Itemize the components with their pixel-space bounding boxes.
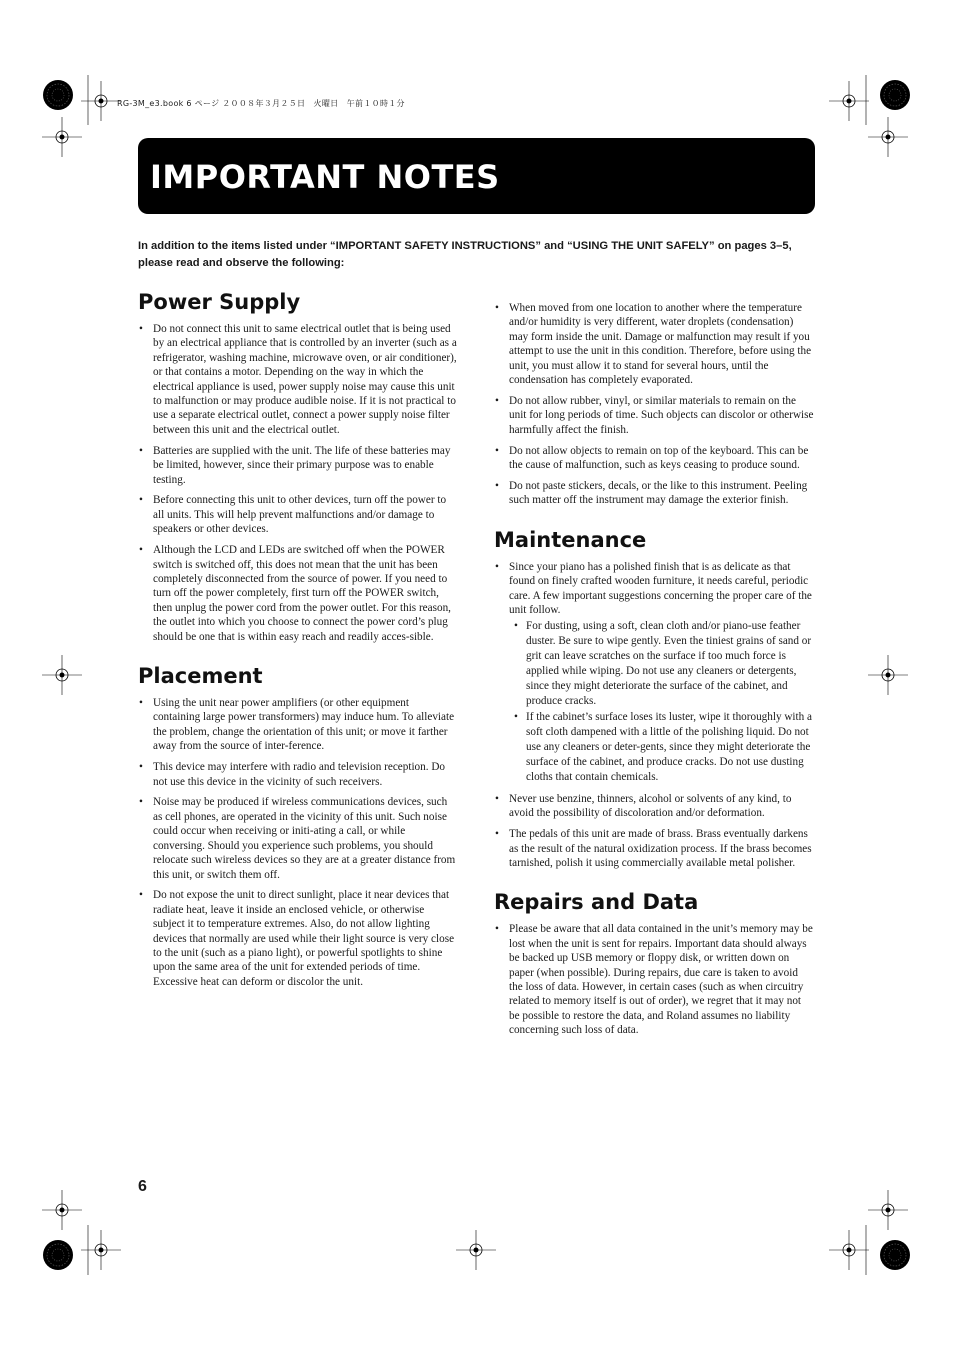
list-item: • This device may interfere with radio and television reception. Do not use this device in the vicinity of such receivers. (138, 760, 458, 789)
crosshair-icon (456, 1230, 496, 1270)
list-item: • Using the unit near power amplifiers (or other equipment containing large power transformers) may induce hum. To alleviate the problem, change the orientation of this unit; or move it farther away from the source of inter-ference. (138, 696, 458, 754)
list-item: • Please be aware that all data contained in the unit’s memory may be lost when the unit is sent for repairs. Important data should always be backed up USB memory or floppy disk, or written down on paper (when possible). During repairs, due care is taken to avoid the loss of data. However, in certain cases (such as when circuitry related to memory itself is out of order), we regret that it may not be possible to restore the data, and Roland assumes no liability concerning such loss of data. (494, 922, 814, 1037)
sub-list-item: • If the cabinet’s surface loses its luster, wipe it thoroughly with a soft cloth dampened with a little of the polishing liquid. Do not use any cleaners or deter-gents, since they might deteriorate the surface of the cabinet, and produce cracks. Do not use dusting cloths that contain chemicals. (509, 710, 814, 785)
page-number: 6 (138, 1178, 147, 1195)
repairs-list (494, 922, 814, 1037)
list-item: • Do not allow objects to remain on top of the keyboard. This can be the cause of malfunction, such as keys ceasing to produce sound. (494, 444, 814, 473)
maintenance-sub-list (509, 619, 814, 785)
crosshair-icon (42, 1190, 82, 1230)
crosshair-icon (868, 1190, 908, 1230)
print-header: RG-3M_e3.book 6 ページ ２００８年３月２５日 火曜日 午前１０時１分 (117, 99, 405, 108)
list-item: • When moved from one location to another where the temperature and/or humidity is very different, water droplets (condensation) may form inside the unit. Damage or malfunction may result if you attempt to use the unit in this condition. Therefore, before using the unit, you must allow it to stand for several hours, until the condensation has completely evaporated. (494, 301, 814, 387)
list-item (494, 560, 814, 786)
crosshair-icon (81, 1230, 121, 1270)
crosshair-icon (81, 81, 121, 121)
page-title: IMPORTANT NOTES (150, 158, 500, 196)
section-heading-maintenance: Maintenance (494, 527, 647, 552)
list-item: • Noise may be produced if wireless communications devices, such as cell phones, are operated in the vicinity of this unit. Such noise could occur when receiving or initi-ating a call, or while conversing. Should you experience such problems, you should relocate such wireless devices so they are at a greater distance from this unit, or switch them off. (138, 795, 458, 881)
registration-star-icon (880, 80, 910, 110)
placement-list (138, 696, 458, 989)
power-supply-list (138, 322, 458, 644)
list-item: • Although the LCD and LEDs are switched off when the POWER switch is switched off, this does not mean that the unit has been completely disconnected from the source of power. If you need to turn off the power completely, first turn off the POWER switch, then unplug the power cord from the power outlet. For this reason, the outlet into which you choose to connect the power cord’s plug should be one that is within easy reach and readily acces-sible. (138, 543, 458, 644)
list-item: • Do not allow rubber, vinyl, or similar materials to remain on the unit for long periods of time. Such objects can discolor or otherwise harmfully affect the finish. (494, 394, 814, 437)
list-item: • Batteries are supplied with the unit. The life of these batteries may be limited, however, since their primary purpose was to enable testing. (138, 444, 458, 487)
list-item-text: Since your piano has a polished finish that is as delicate as that found on finely crafted wooden furniture, it needs careful, periodic care. A few important suggestions concerning the proper care of the unit follow. (509, 560, 812, 616)
registration-star-icon (880, 1240, 910, 1270)
crosshair-icon (42, 117, 82, 157)
crosshair-icon (42, 655, 82, 695)
section-heading-repairs: Repairs and Data (494, 890, 699, 915)
maintenance-list (494, 560, 814, 871)
list-item: • Before connecting this unit to other devices, turn off the power to all units. This will help prevent malfunctions and/or damage to speakers or other devices. (138, 493, 458, 536)
registration-star-icon (43, 80, 73, 110)
list-item: • Do not expose the unit to direct sunlight, place it near devices that radiate heat, leave it inside an enclosed vehicle, or otherwise subject it to temperature extremes. Also, do not allow lighting devices that normally are used while their light source is very close to the unit (such as a piano light), or powerful spotlights to shine upon the same area of the unit for extended periods of time. Excessive heat can deform or discolor the unit. (138, 888, 458, 989)
crosshair-icon (829, 81, 869, 121)
right-column (494, 301, 814, 1044)
crosshair-icon (868, 655, 908, 695)
placement-continued-list (494, 301, 814, 508)
title-banner (138, 138, 815, 214)
registration-star-icon (43, 1240, 73, 1270)
list-item: • Never use benzine, thinners, alcohol or solvents of any kind, to avoid the possibility of discoloration and/or deformation. (494, 792, 814, 821)
list-item: • Do not paste stickers, decals, or the like to this instrument. Peeling such matter off the instrument may damage the exterior finish. (494, 479, 814, 508)
intro-text: In addition to the items listed under “IMPORTANT SAFETY INSTRUCTIONS” and “USING THE UNIT SAFELY” on pages 3–5, please read and observe the following: (138, 240, 792, 269)
section-heading-placement: Placement (138, 664, 263, 689)
sub-list-item: • For dusting, using a soft, clean cloth and/or piano-use feather duster. Be sure to wipe gently. Even the tiniest grains of sand or grit can leave scratches on the surface if too much force is applied while wiping. Do not use any cleaners or detergents, since they might deteriorate the surface of the cabinet, and produce cracks. (509, 619, 814, 709)
section-heading-power-supply: Power Supply (138, 290, 301, 314)
left-column (138, 290, 458, 996)
list-item: • Do not connect this unit to same electrical outlet that is being used by an electrical appliance that is controlled by an inverter (such as a refrigerator, washing machine, microwave oven, or air conditioner), or that contains a motor. Depending on the way in which the electrical appliance is used, power supply noise may cause this unit to malfunction or may produce audible noise. If it is not practical to use a separate electrical outlet, connect a power supply noise filter between this unit and the electrical outlet. (138, 322, 458, 437)
crosshair-icon (829, 1230, 869, 1270)
crosshair-icon (868, 117, 908, 157)
list-item: • The pedals of this unit are made of brass. Brass eventually darkens as the result of the natural oxidization process. If the brass becomes tarnished, polish it using commercially available metal polisher. (494, 827, 814, 870)
